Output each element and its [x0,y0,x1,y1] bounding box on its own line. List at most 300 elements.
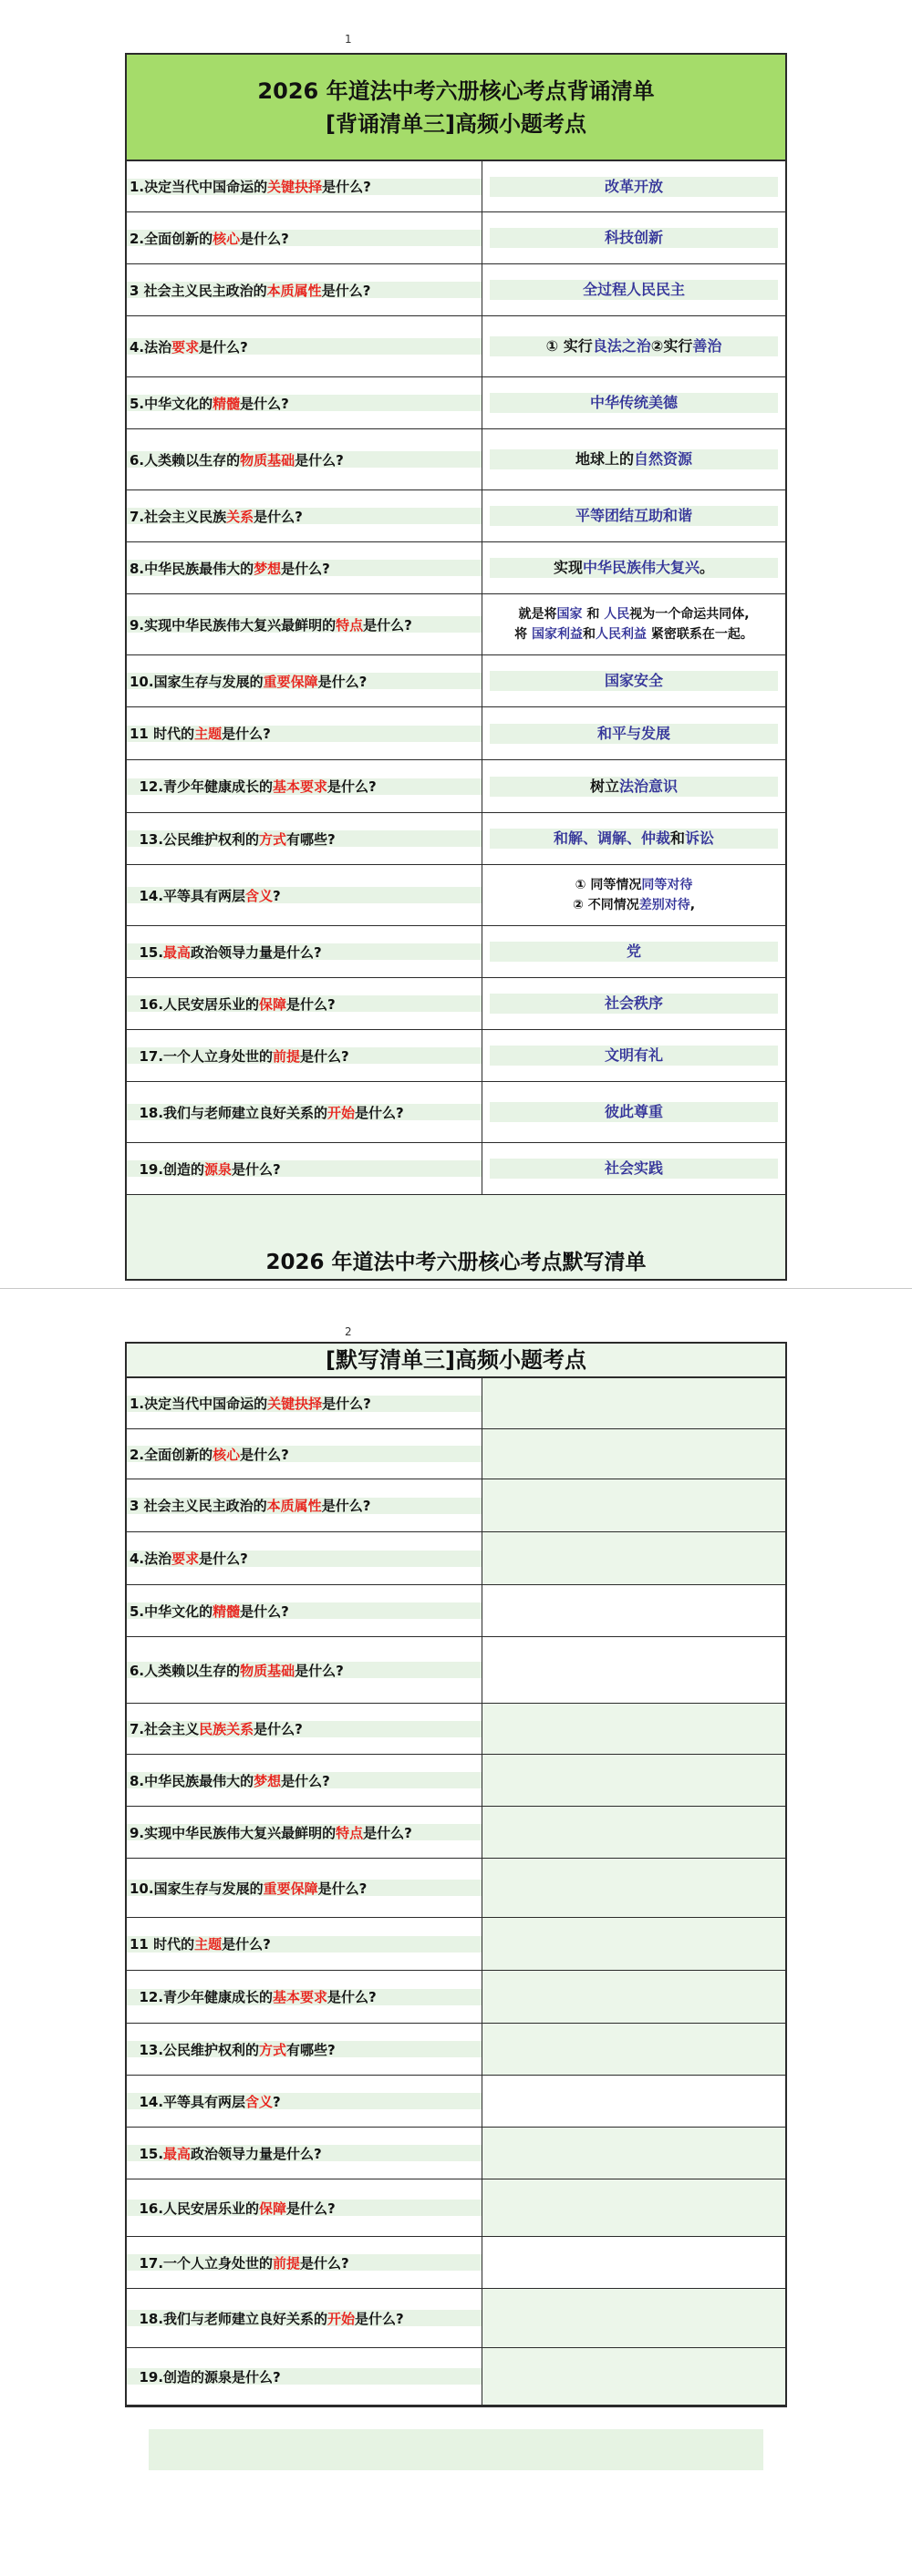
question [130,1987,377,2006]
question-cell [127,1030,482,1081]
question-cell [127,377,482,428]
question-text: 是什么? [295,451,344,469]
question [130,1046,349,1066]
question-text: 1.决定当代中国命运的 [130,179,268,195]
keyword-highlight: 基本要求 [273,778,328,795]
answer-text: 和 [582,607,605,622]
answer-blank-field[interactable] [482,1859,785,1917]
keyword-highlight: 精髓 [212,395,241,412]
question-text: 1.决定当代中国命运的 [130,1396,268,1412]
answer-cell [482,429,785,489]
keyword-highlight: 物质基础 [240,451,295,469]
question-text: 2.全面创新的 [130,230,213,247]
answer-keyword: 善治 [692,337,722,355]
answer-keyword: 全过程人民民主 [582,281,685,298]
answer-keyword: 科技创新 [604,229,663,246]
table-row [127,161,785,212]
answer-text: , [689,898,696,912]
question [130,829,336,849]
keyword-highlight: 开始 [327,2310,356,2327]
keyword-highlight: 物质基础 [240,1662,295,1679]
question-text: 是什么? [300,2254,349,2272]
table-row [127,490,785,542]
question [130,1661,344,1680]
answer-keyword: 良法之治 [592,337,651,355]
question [130,229,289,248]
answer-line [554,829,714,849]
table-row [127,813,785,865]
table-row [127,2348,785,2406]
table-row [127,2128,785,2179]
answer-cell [482,865,785,925]
table-row [127,1971,785,2024]
keyword-highlight: 特点 [336,616,364,634]
question-text: 是什么? [240,395,289,412]
question-cell [127,865,482,925]
answer-cell [482,655,785,706]
question-cell [127,2024,482,2075]
answer-text: 。 [700,559,715,576]
question [130,724,271,743]
question-text: 是什么? [232,1160,281,1178]
question [130,394,289,413]
answer-line [605,1102,663,1122]
answer-keyword: 社会实践 [604,1159,663,1177]
answer-cell [482,161,785,211]
question-text: ? [273,887,281,904]
answer-keyword: 改革开放 [604,177,663,195]
keyword-highlight: 开始 [327,1104,356,1121]
keyword-highlight: 核心 [212,1446,241,1463]
answer-line [590,777,678,797]
question-text: 是什么? [355,1104,404,1121]
table-row [127,2237,785,2289]
question-cell [127,1479,482,1531]
question-text: 是什么? [281,1772,330,1789]
question [130,2199,336,2218]
answer-line [605,671,663,691]
answer-keyword: 社会秩序 [604,994,663,1012]
question-cell [127,2289,482,2347]
keyword-highlight: 含义 [245,2093,274,2110]
keyword-highlight: 源泉 [204,1160,233,1178]
question-cell [127,1585,482,1636]
answer-cell [482,377,785,428]
keyword-highlight: 主题 [194,1936,223,1953]
question-cell [127,2348,482,2405]
answer-cell [482,1030,785,1081]
answer-blank-field[interactable] [482,1918,785,1970]
table-row [127,978,785,1030]
keyword-highlight: 核心 [212,230,241,247]
keyword-highlight: 前提 [273,1047,301,1065]
question [130,2144,322,2163]
answer-cell [482,1082,785,1142]
answer-keyword: 诉讼 [685,829,715,847]
page-divider [0,1288,912,1289]
keyword-highlight: 方式 [259,2041,287,2058]
answer-blank-field[interactable] [482,1479,785,1531]
answer-blank-field[interactable] [482,1532,785,1584]
question [130,1394,371,1413]
question [130,2309,404,2328]
page-title: 2026 年道法中考六册核心考点背诵清单 [257,77,655,104]
question-cell [127,594,482,654]
question-text: 2.全面创新的 [130,1446,213,1463]
question-text: 是什么? [286,995,336,1013]
question-cell [127,212,482,263]
table-row [127,2076,785,2128]
question-text: 8.中华民族最伟大的 [130,560,254,577]
answer-blank-field[interactable] [482,1585,785,1636]
answer-line [590,393,678,413]
answer-blank-field[interactable] [482,2289,785,2347]
answer-line [583,280,685,300]
question-text: 17.一个人立身处世的 [130,2254,274,2272]
question [130,615,412,634]
table-row [127,655,785,707]
question-cell [127,1082,482,1142]
keyword-highlight: 主题 [194,726,223,742]
answer-blank-field[interactable] [482,1637,785,1703]
answer-cell [482,978,785,1029]
answer-text: 将 [514,627,532,642]
question-text: 15. [130,943,164,961]
table-row [127,1859,785,1918]
keyword-highlight: 本质属性 [266,1498,322,1514]
question-text: 16.人民安居乐业的 [130,2200,260,2217]
table-header [127,55,785,161]
question-text: 政治领导力量是什么? [191,2145,322,2162]
question [130,507,303,526]
keyword-highlight: 民族关系 [199,1721,254,1737]
table-row [127,542,785,594]
answer-text: 树立 [589,777,619,795]
question [130,1496,370,1515]
question [130,559,330,578]
table-row [127,2024,785,2076]
question [130,943,322,962]
answer-blank-field[interactable] [482,1429,785,1479]
section-title: [背诵清单三]高频小题考点 [326,110,586,137]
table-row [127,1704,785,1755]
question-text: 是什么? [355,2310,404,2327]
footer-band [149,2429,763,2470]
table-row [127,1378,785,1429]
question-text: 18.我们与老师建立良好关系的 [130,2310,328,2327]
question-text: 是什么? [254,508,303,525]
answer-keyword: 国家安全 [604,672,663,689]
answer-keyword: 同等对待 [641,878,693,892]
table-row [127,1479,785,1532]
answer-cell [482,490,785,541]
question-cell [127,264,482,315]
question-cell [127,1429,482,1479]
keyword-highlight: 方式 [259,830,287,848]
question-cell [127,161,482,211]
question-text: 8.中华民族最伟大的 [130,1772,254,1789]
question [130,1823,412,1842]
table-row [127,212,785,264]
answer-keyword: 人民利益 [596,627,647,642]
dictation-list-table [125,1342,787,2407]
table-row [127,316,785,377]
table-row [127,1143,785,1195]
answer-blank-field[interactable] [482,1971,785,2023]
question-cell [127,542,482,593]
keyword-highlight: 要求 [171,338,200,355]
question-cell [127,813,482,864]
answer-blank-field[interactable] [482,1378,785,1428]
answer-line [575,875,693,895]
answer-line [605,994,663,1014]
question [130,1719,303,1738]
question [130,2253,349,2272]
answer-cell [482,707,785,759]
question [130,1602,289,1621]
question [130,1879,367,1898]
table-row [127,1030,785,1082]
question-text: 11 时代的 [130,726,195,742]
question-text: 是什么? [322,179,371,195]
question-text: 是什么? [286,2200,336,2217]
keyword-highlight: 保障 [259,995,287,1013]
answer-line [514,624,753,644]
question [130,672,367,691]
question-text: 14.平等具有两层 [130,2093,246,2110]
answer-text: ① 实行 [545,337,593,355]
answer-keyword: 法治意识 [619,777,679,795]
question [130,281,370,300]
question-text: 有哪些? [286,2041,336,2058]
question-cell [127,1755,482,1806]
keyword-highlight: 最高 [163,2145,192,2162]
question-text: 是什么? [222,1936,271,1953]
question-text: 11 时代的 [130,1936,195,1953]
answer-blank-field[interactable] [482,2128,785,2179]
question [130,1549,248,1568]
question [130,177,371,196]
answer-blank-field[interactable] [482,1755,785,1806]
question-text: 是什么? [300,1047,349,1065]
question-text: 有哪些? [286,830,336,848]
answer-line [627,942,641,962]
question-text: 6.人类赖以生存的 [130,451,241,469]
question-text: 14.平等具有两层 [130,887,246,904]
question [130,2040,336,2059]
question-text: 是什么? [317,1880,368,1897]
table-row [127,1429,785,1479]
question [130,1103,404,1122]
question-cell [127,1918,482,1970]
question-text: 是什么? [199,338,248,355]
answer-blank-field[interactable] [482,2076,785,2127]
question-text: 12.青少年健康成长的 [130,1989,274,2005]
answer-cell [482,212,785,263]
question [130,450,344,469]
question-text: 是什么? [317,673,368,690]
table-row [127,2289,785,2348]
question-cell [127,1807,482,1858]
table-row [127,1585,785,1637]
table-row [127,1807,785,1859]
answer-blank-field[interactable] [482,1704,785,1754]
question-text: 是什么? [254,1721,303,1737]
question-text: 是什么? [240,1446,289,1463]
answer-keyword: 差别对待 [638,898,690,912]
question-text: 5.中华文化的 [130,1602,213,1620]
answer-text: ②实行 [650,337,693,355]
answer-keyword: 国家 [556,607,583,622]
answer-keyword: 中华传统美德 [589,394,678,411]
question-cell [127,1637,482,1703]
answer-keyword: 国家利益 [532,627,583,642]
question-text: 12.青少年健康成长的 [130,778,274,795]
question-text: 7.社会主义民族 [130,508,227,525]
question-text: 7.社会主义 [130,1721,200,1737]
recite-list-table [125,53,787,1281]
answer-text: 视为一个命运共同体, [629,607,750,622]
question-cell [127,2179,482,2236]
answer-line [573,895,695,915]
answer-blank-field[interactable] [482,2024,785,2075]
keyword-highlight: 关系 [226,508,254,525]
answer-line [554,558,714,578]
answer-text: 紧密联系在一起。 [647,627,753,642]
keyword-highlight: 保障 [259,2200,287,2217]
answer-keyword: 自然资源 [634,450,693,468]
answer-keyword: 平等团结互助和谐 [575,507,692,524]
question-text: 是什么? [321,282,371,299]
question [130,1159,281,1179]
answer-keyword: 党 [626,943,641,960]
question-text: 10.国家生存与发展的 [130,1880,264,1897]
keyword-highlight: 要求 [171,1551,200,1567]
question-text: 9.实现中华民族伟大复兴最鲜明的 [130,1824,337,1841]
keyword-highlight: 前提 [273,2254,301,2272]
question-text: 是什么? [295,1662,344,1679]
table-row [127,707,785,760]
question-cell [127,1378,482,1428]
question-text: 是什么? [327,1989,377,2005]
table-row [127,1082,785,1143]
table-row [127,1532,785,1585]
answer-cell [482,760,785,812]
question-text: 是什么? [281,560,330,577]
question [130,2092,281,2111]
answer-blank-field[interactable] [482,2237,785,2288]
question-cell [127,1532,482,1584]
table-row [127,1918,785,1971]
answer-keyword: 和平与发展 [596,724,670,742]
question-text: 3 社会主义民主政治的 [130,1498,267,1514]
answer-cell [482,813,785,864]
answer-line [546,336,722,356]
question-cell [127,1704,482,1754]
answer-keyword: 文明有礼 [604,1046,663,1064]
answer-line [605,1159,663,1179]
answer-cell [482,264,785,315]
table-row [127,926,785,978]
question-text: 是什么? [199,1551,248,1567]
question-cell [127,429,482,489]
answer-line [575,506,692,526]
answer-blank-field[interactable] [482,2179,785,2236]
keyword-highlight: 重要保障 [263,673,318,690]
question-cell [127,760,482,812]
answer-text: 就是将 [518,607,557,622]
question-text: 4.法治 [130,338,172,355]
question-text: 是什么? [363,616,412,634]
question-cell [127,978,482,1029]
answer-text: ② 不同情况 [572,898,639,912]
question-text: 是什么? [222,726,271,742]
answer-keyword: 中华民族伟大复兴 [582,559,700,576]
question-text: 13.公民维护权利的 [130,2041,260,2058]
answer-blank-field[interactable] [482,1807,785,1858]
table-row [127,594,785,655]
answer-text: 实现 [553,559,583,576]
question-text: 政治领导力量是什么? [191,943,322,961]
answer-cell [482,542,785,593]
question-text: 是什么? [321,1498,371,1514]
question-text: 16.人民安居乐业的 [130,995,260,1013]
keyword-highlight: 特点 [336,1824,364,1841]
answer-text: 和 [583,627,596,642]
answer-cell [482,1143,785,1194]
question-text: 13.公民维护权利的 [130,830,260,848]
table-row [127,865,785,926]
question-text: 6.人类赖以生存的 [130,1662,241,1679]
question-text: 3 社会主义民主政治的 [130,282,267,299]
question-cell [127,2237,482,2288]
question-text: 4.法治 [130,1551,172,1567]
question-cell [127,926,482,977]
keyword-highlight: 精髓 [212,1602,241,1620]
answer-blank-field[interactable] [482,2348,785,2405]
question-text: 是什么? [240,1602,289,1620]
table-row [127,760,785,813]
keyword-highlight: 关键抉择 [267,1396,323,1412]
question-cell [127,1143,482,1194]
page-number: 1 [345,33,352,46]
table-row [127,429,785,490]
answer-text: 地球上的 [575,450,634,468]
table-row [127,2179,785,2237]
answer-line [575,449,692,469]
answer-line [605,228,663,248]
question-cell [127,2076,482,2127]
table-row [127,1755,785,1807]
question-cell [127,2128,482,2179]
question [130,994,336,1014]
question-text: 10.国家生存与发展的 [130,673,264,690]
question-text: 是什么? [327,778,377,795]
question [130,337,248,356]
answer-line [605,177,663,197]
question-text: 18.我们与老师建立良好关系的 [130,1104,328,1121]
question-text: 19.创造的源泉是什么? [130,2368,281,2385]
next-list-title: 2026 年道法中考六册核心考点默写清单 [265,1251,647,1274]
answer-keyword: 和解、调解、仲裁 [553,829,670,847]
question-cell [127,655,482,706]
answer-cell [482,594,785,654]
table-row [127,377,785,429]
answer-text: 和 [669,829,685,847]
keyword-highlight: 含义 [245,887,274,904]
keyword-highlight: 梦想 [254,560,282,577]
answer-line [605,1046,663,1066]
